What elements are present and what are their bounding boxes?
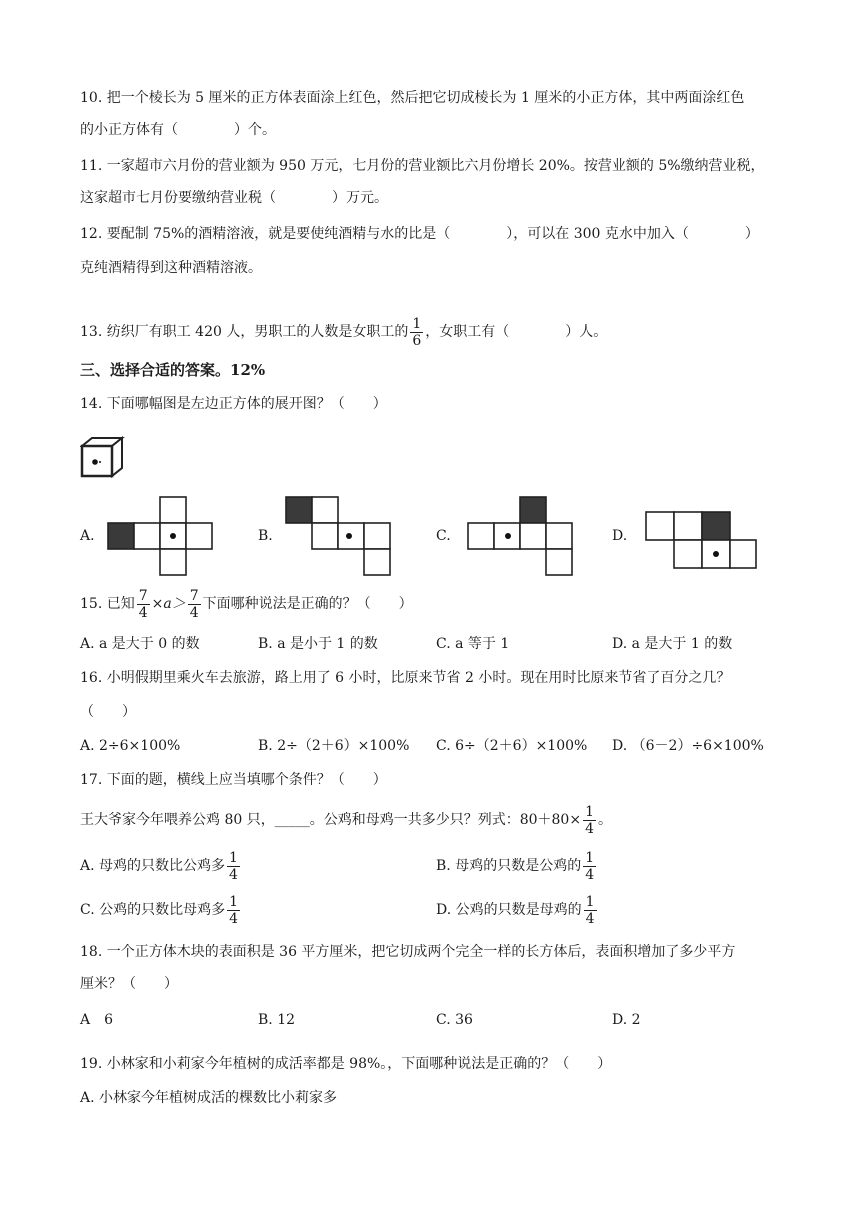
q16-line1: 16. 小明假期里乘火车去旅游，路上用了 6 小时，比原来节省 2 小时。现在用时比原来节省了百分之几？ bbox=[80, 670, 731, 686]
q17-option-b bbox=[436, 846, 598, 886]
q15-fraction-1 bbox=[137, 588, 150, 621]
q17-option-c-num: 1 bbox=[229, 893, 239, 910]
q18-option-a: A 6 bbox=[80, 1012, 114, 1028]
q15-option-c: C. a 等于 1 bbox=[436, 636, 510, 652]
q17-option-a-den: 4 bbox=[229, 866, 238, 883]
q14-stem: 14. 下面哪幅图是左边正方体的展开图？（ ） bbox=[80, 396, 387, 412]
q17-option-a-fraction bbox=[227, 850, 240, 883]
q14-option-c-net bbox=[464, 494, 574, 578]
q18-option-d: D. 2 bbox=[612, 1012, 641, 1028]
q10-line1: 10. 把一个棱长为 5 厘米的正方体表面涂上红色，然后把它切成棱长为 1 厘米的小正方体，其中两面涂红色 bbox=[80, 90, 745, 106]
q15-post: 下面哪种说法是正确的？（ ） bbox=[202, 596, 413, 612]
q15-pre: 15. 已知 bbox=[80, 596, 135, 612]
q15-f1-den: 4 bbox=[138, 604, 148, 621]
q15-option-d: D. a 是大于 1 的数 bbox=[612, 636, 733, 652]
q17-option-b-num: 1 bbox=[585, 849, 595, 866]
q12-line2: 克纯酒精得到这种酒精溶液。 bbox=[80, 260, 262, 276]
q17-body-fraction bbox=[583, 804, 596, 837]
q13-pre: 13. 纺织厂有职工 420 人，男职工的人数是女职工的 bbox=[80, 324, 409, 340]
q16-option-a: A. 2÷6×100% bbox=[80, 738, 181, 754]
q13-fraction bbox=[410, 316, 423, 349]
q17-option-a-num: 1 bbox=[229, 849, 238, 866]
q13-line bbox=[80, 312, 607, 352]
q15-f2-den: 4 bbox=[189, 604, 199, 621]
q16-option-b: B. 2÷（2＋6）×100% bbox=[258, 738, 410, 754]
section-three-heading: 三、选择合适的答案。12% bbox=[80, 361, 266, 379]
q15-mid: ×a＞ bbox=[151, 596, 186, 612]
q14-option-c-label: C. bbox=[436, 528, 451, 544]
q17-option-c-den: 4 bbox=[229, 910, 239, 927]
q16-option-d: D. （6－2）÷6×100% bbox=[612, 738, 764, 754]
q17-option-b-text: B. 母鸡的只数是公鸡的 bbox=[436, 858, 582, 874]
q17-body-den: 4 bbox=[585, 820, 594, 837]
q11-line1: 11. 一家超市六月份的营业额为 950 万元，七月份的营业额比六月份增长 20%。按营业额的 5%缴纳营业税， bbox=[80, 158, 765, 174]
q15-f2-num: 7 bbox=[189, 587, 199, 604]
q15-option-b: B. a 是小于 1 的数 bbox=[258, 636, 378, 652]
q17-option-d-num: 1 bbox=[585, 893, 595, 910]
q14-option-a-net bbox=[104, 494, 214, 578]
q16-line2: （ ） bbox=[80, 704, 136, 720]
q14-option-d-label: D. bbox=[612, 528, 628, 544]
q17-option-d bbox=[436, 890, 599, 930]
q15-f1-num: 7 bbox=[138, 587, 148, 604]
q17-body-num: 1 bbox=[585, 803, 594, 820]
q17-option-d-fraction bbox=[584, 894, 597, 927]
q17-option-b-den: 4 bbox=[585, 866, 595, 883]
q14-option-b-net bbox=[282, 494, 392, 578]
q14-option-b-label: B. bbox=[258, 528, 273, 544]
q17-option-d-den: 4 bbox=[585, 910, 595, 927]
q17-body-pre: 王大爷家今年喂养公鸡 80 只，_____。公鸡和母鸡一共多少只？列式：80＋80× bbox=[80, 812, 582, 828]
q17-option-c-text: C. 公鸡的只数比母鸡多 bbox=[80, 902, 226, 918]
q13-post: ，女职工有（ ）人。 bbox=[425, 324, 608, 340]
reference-cube-figure bbox=[80, 436, 126, 484]
q18-line2: 厘米？（ ） bbox=[80, 976, 178, 992]
q16-option-c: C. 6÷（2＋6）×100% bbox=[436, 738, 588, 754]
q14-option-a-label: A. bbox=[80, 528, 95, 544]
q17-option-d-text: D. 公鸡的只数是母鸡的 bbox=[436, 902, 582, 918]
q18-line1: 18. 一个正方体木块的表面积是 36 平方厘米，把它切成两个完全一样的长方体后，表面积增加了多少平方 bbox=[80, 944, 736, 960]
q17-option-b-fraction bbox=[583, 850, 596, 883]
q17-option-a-text: A. 母鸡的只数比公鸡多 bbox=[80, 858, 226, 874]
q17-body-post: 。 bbox=[598, 812, 612, 828]
q13-frac-den: 6 bbox=[412, 332, 422, 349]
q17-body bbox=[80, 800, 612, 840]
q18-option-c: C. 36 bbox=[436, 1012, 473, 1028]
q12-line1: 12. 要配制 75%的酒精溶液，就是要使纯酒精与水的比是（ ），可以在 300 克水中加入（ ） bbox=[80, 226, 759, 242]
q10-line2: 的小正方体有（ ）个。 bbox=[80, 122, 276, 138]
q15-option-a: A. a 是大于 0 的数 bbox=[80, 636, 200, 652]
q17-stem: 17. 下面的题，横线上应当填哪个条件？（ ） bbox=[80, 772, 387, 788]
q14-option-d-net bbox=[642, 508, 758, 570]
q15-fraction-2 bbox=[188, 588, 201, 621]
q19-option-a: A. 小林家今年植树成活的棵数比小莉家多 bbox=[80, 1090, 338, 1106]
q13-frac-num: 1 bbox=[412, 315, 422, 332]
q17-option-c bbox=[80, 890, 242, 930]
q17-option-c-fraction bbox=[227, 894, 240, 927]
q18-option-b: B. 12 bbox=[258, 1012, 296, 1028]
q15-stem bbox=[80, 584, 413, 624]
q17-option-a bbox=[80, 846, 242, 886]
q19-stem: 19. 小林家和小莉家今年植树的成活率都是 98%。，下面哪种说法是正确的？（ ） bbox=[80, 1056, 612, 1072]
q11-line2: 这家超市七月份要缴纳营业税（ ）万元。 bbox=[80, 190, 388, 206]
